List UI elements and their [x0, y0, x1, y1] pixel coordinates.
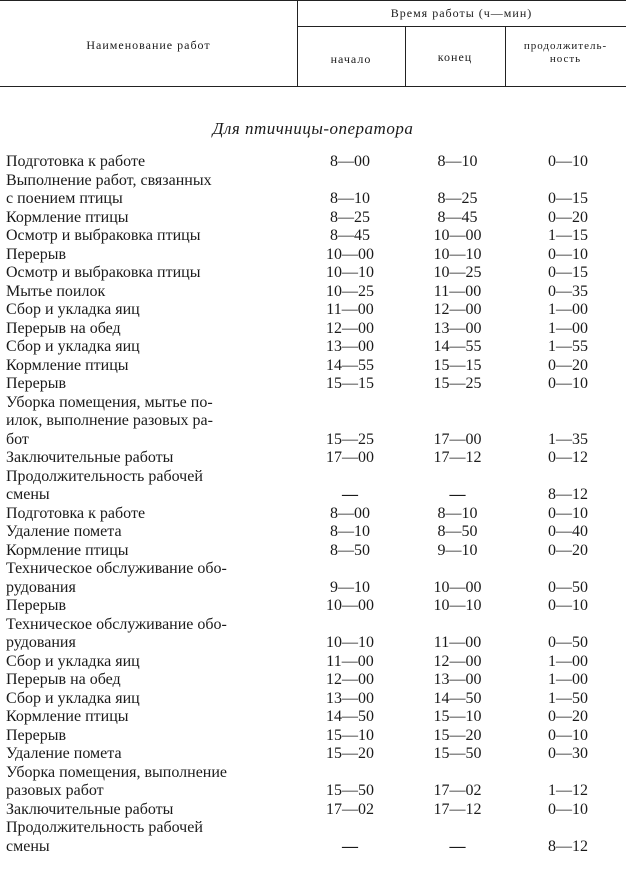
work-name-line: Кормление птицы	[6, 356, 129, 374]
end-time: 14—50	[433, 689, 482, 707]
duration-value: 1—15	[548, 227, 588, 244]
end-time: 15—10	[433, 708, 482, 725]
end-time: —	[449, 486, 466, 503]
start-time: 14—55	[326, 356, 374, 374]
start-time: 12—00	[326, 671, 374, 688]
end-time: 17—02	[433, 782, 482, 799]
work-name	[6, 505, 296, 524]
duration-value: 1—50	[548, 689, 588, 707]
work-name	[6, 468, 296, 505]
work-name-line: Осмотр и выбраковка птицы	[6, 264, 201, 281]
work-name	[6, 597, 296, 616]
header-mid-rule	[297, 26, 626, 27]
work-name-line: рудования	[6, 634, 76, 651]
start-heading: начало	[330, 52, 372, 66]
work-name-line: бот	[6, 430, 29, 448]
work-name	[6, 338, 296, 357]
work-name-line: Кормление птицы	[6, 208, 129, 226]
work-name	[6, 819, 296, 856]
work-name-line: илок, выполнение разовых ра-	[6, 412, 213, 429]
work-name-line: Подготовка к работе	[6, 153, 146, 170]
work-name-line: Выполнение работ, связанных	[6, 171, 212, 189]
work-name-line: Перерыв на обед	[6, 671, 121, 688]
work-name	[6, 727, 296, 746]
duration-value: 0—40	[548, 523, 588, 540]
work-name	[6, 246, 296, 265]
start-time: 9—10	[330, 578, 370, 596]
start-time: 17—00	[326, 449, 374, 466]
work-name-line: Перерыв	[6, 375, 67, 392]
duration-value: 0—10	[548, 504, 588, 522]
duration-value: 1—35	[548, 430, 588, 448]
start-time: 11—00	[326, 301, 374, 318]
work-name	[6, 227, 296, 246]
end-time: 17—12	[433, 800, 482, 818]
duration-value: 0—10	[548, 245, 588, 263]
work-name-line: Сбор и укладка яиц	[6, 338, 140, 355]
end-time: 10—10	[433, 245, 482, 263]
start-time: 15—15	[326, 375, 374, 392]
work-name-line: Кормление птицы	[6, 541, 129, 559]
duration-heading-line: продолжитель-	[523, 40, 608, 52]
start-time: 8—25	[330, 208, 370, 226]
duration-value: 0—10	[548, 597, 588, 614]
table-row	[0, 727, 626, 746]
end-time: 10—25	[433, 264, 482, 281]
section-title: Для птичницы-оператора	[212, 119, 414, 138]
start-time: 8—45	[330, 227, 370, 244]
table-row	[0, 690, 626, 709]
table-row	[0, 616, 626, 653]
table-row	[0, 320, 626, 339]
table-row	[0, 560, 626, 597]
end-time: 14—55	[433, 338, 482, 355]
duration-value: 1—00	[548, 671, 588, 688]
duration-value: 0—35	[548, 282, 588, 300]
start-time: 11—00	[326, 652, 374, 670]
start-time: —	[342, 486, 358, 503]
start-time: 8—50	[330, 541, 370, 559]
table-row	[0, 708, 626, 727]
work-name-line: Перерыв	[6, 245, 67, 263]
duration-value: 0—10	[548, 375, 588, 392]
duration-value: 1—00	[548, 652, 588, 670]
duration-value: 1—00	[548, 319, 588, 337]
start-time: 8—10	[330, 190, 370, 207]
work-name-line: Продолжительность рабочей	[6, 819, 203, 836]
start-time: 14—50	[326, 708, 374, 725]
table-row	[0, 338, 626, 357]
work-name-line: Удаление помета	[6, 745, 122, 762]
start-time: 15—10	[326, 726, 374, 744]
work-name-heading: Наименование работ	[86, 38, 211, 52]
start-time: 10—00	[326, 597, 374, 614]
work-name	[6, 283, 296, 302]
work-name	[6, 542, 296, 561]
duration-heading-line: ность	[549, 53, 582, 65]
table-row	[0, 801, 626, 820]
work-name	[6, 616, 296, 653]
work-name-line: Продолжительность рабочей	[6, 467, 203, 485]
work-name	[6, 153, 296, 172]
end-time: 13—00	[433, 671, 482, 688]
table-row	[0, 209, 626, 228]
work-name-line: Удаление помета	[6, 523, 122, 540]
table-row	[0, 505, 626, 524]
table-row	[0, 153, 626, 172]
work-name	[6, 320, 296, 339]
work-name-line: Уборка помещения, мытье по-	[6, 393, 213, 411]
duration-value: 0—20	[548, 356, 588, 374]
work-name	[6, 357, 296, 376]
end-time: 9—10	[437, 541, 478, 559]
end-time: 15—20	[433, 726, 482, 744]
duration-value: 0—50	[548, 634, 588, 651]
start-time: 15—50	[326, 782, 374, 799]
start-time: 10—10	[326, 634, 374, 651]
duration-value: 0—30	[548, 745, 588, 762]
end-time: 10—00	[433, 578, 482, 596]
work-name	[6, 653, 296, 672]
work-name-line: Заключительные работы	[6, 800, 174, 818]
work-name-line: Сбор и укладка яиц	[6, 301, 140, 318]
work-name-line: Кормление птицы	[6, 708, 129, 725]
duration-heading	[505, 40, 626, 66]
end-time: 8—50	[437, 523, 478, 540]
end-time: 13—00	[433, 319, 482, 337]
end-time: 10—00	[433, 227, 482, 244]
work-name-line: Сбор и укладка яиц	[6, 652, 140, 670]
start-time: 10—00	[326, 245, 374, 263]
end-time: 8—10	[437, 504, 478, 522]
work-name-line: смены	[6, 486, 50, 503]
start-time: 12—00	[326, 319, 374, 337]
work-name	[6, 523, 296, 542]
work-name	[6, 708, 296, 727]
end-time: 12—00	[433, 301, 482, 318]
work-name-line: Перерыв	[6, 726, 67, 744]
end-time: 15—15	[433, 356, 482, 374]
table-row	[0, 542, 626, 561]
table-row	[0, 172, 626, 209]
end-time: 11—00	[433, 634, 482, 651]
work-name-line: Перерыв	[6, 597, 67, 614]
work-name	[6, 264, 296, 283]
duration-value: 0—15	[548, 264, 588, 281]
table-row	[0, 819, 626, 856]
end-time: 12—00	[433, 652, 482, 670]
table-row	[0, 375, 626, 394]
table-row	[0, 468, 626, 505]
end-time: —	[449, 837, 466, 855]
work-name-line: Заключительные работы	[6, 449, 174, 466]
end-time: 15—25	[433, 375, 482, 392]
start-time: 8—00	[330, 504, 370, 522]
table-row	[0, 357, 626, 376]
work-name-line: с поением птицы	[6, 190, 123, 207]
end-heading: конец	[437, 50, 473, 64]
duration-value: 8—12	[548, 486, 588, 503]
table-row	[0, 301, 626, 320]
work-name-line: разовых работ	[6, 782, 104, 799]
work-name-line: Перерыв на обед	[6, 319, 121, 337]
start-time: 15—20	[326, 745, 374, 762]
work-name	[6, 209, 296, 228]
end-time: 8—10	[437, 153, 478, 170]
work-name	[6, 394, 296, 450]
table-row	[0, 745, 626, 764]
work-name-line: Уборка помещения, выполнение	[6, 763, 228, 781]
work-name-line: рудования	[6, 578, 76, 596]
work-name-line: Техническое обслуживание обо-	[6, 560, 227, 577]
duration-value: 0—15	[548, 190, 588, 207]
duration-value: 0—10	[548, 726, 588, 744]
table-row	[0, 264, 626, 283]
work-name	[6, 449, 296, 468]
work-name	[6, 764, 296, 801]
table-row	[0, 653, 626, 672]
duration-value: 1—00	[548, 301, 588, 318]
start-time: —	[342, 837, 358, 855]
table-row	[0, 283, 626, 302]
header-top-rule	[0, 0, 626, 1]
work-name-line: Подготовка к работе	[6, 504, 146, 522]
table-header	[0, 0, 626, 90]
work-name	[6, 801, 296, 820]
end-time: 8—45	[437, 208, 478, 226]
start-time: 8—10	[330, 523, 370, 540]
start-time: 13—00	[326, 689, 374, 707]
duration-value: 0—12	[548, 449, 588, 466]
table-row	[0, 597, 626, 616]
work-name-line: Осмотр и выбраковка птицы	[6, 227, 201, 244]
start-time: 10—25	[326, 282, 374, 300]
table-row	[0, 394, 626, 450]
end-time: 17—00	[433, 430, 482, 448]
header-bottom-rule	[0, 86, 626, 87]
work-name	[6, 375, 296, 394]
duration-value: 1—55	[548, 338, 588, 355]
work-time-heading: Время работы (ч—мин)	[390, 6, 533, 20]
work-name	[6, 560, 296, 597]
duration-value: 1—12	[548, 782, 588, 799]
duration-value: 0—10	[548, 153, 588, 170]
table-row	[0, 671, 626, 690]
start-time: 13—00	[326, 338, 374, 355]
duration-value: 0—20	[548, 541, 588, 559]
end-time: 17—12	[433, 449, 482, 466]
duration-value: 8—12	[548, 837, 588, 855]
end-time: 15—50	[433, 745, 482, 762]
end-time: 8—25	[437, 190, 478, 207]
duration-value: 0—20	[548, 708, 588, 725]
table-row	[0, 227, 626, 246]
table-row	[0, 449, 626, 468]
work-name	[6, 745, 296, 764]
work-name-line: Техническое обслуживание обо-	[6, 615, 227, 633]
work-name-line: смены	[6, 837, 50, 855]
table-row	[0, 523, 626, 542]
duration-value: 0—10	[548, 800, 588, 818]
start-time: 15—25	[326, 430, 374, 448]
work-name	[6, 172, 296, 209]
start-time: 8—00	[330, 153, 370, 170]
work-name-line: Сбор и укладка яиц	[6, 689, 140, 707]
work-name	[6, 671, 296, 690]
work-name-line: Мытье поилок	[6, 282, 106, 300]
table-row	[0, 246, 626, 265]
duration-value: 0—20	[548, 208, 588, 226]
start-time: 17—02	[326, 800, 374, 818]
table-row	[0, 764, 626, 801]
work-name	[6, 301, 296, 320]
work-name	[6, 690, 296, 709]
end-time: 11—00	[433, 282, 482, 300]
start-time: 10—10	[326, 264, 374, 281]
end-time: 10—10	[433, 597, 482, 614]
duration-value: 0—50	[548, 578, 588, 596]
